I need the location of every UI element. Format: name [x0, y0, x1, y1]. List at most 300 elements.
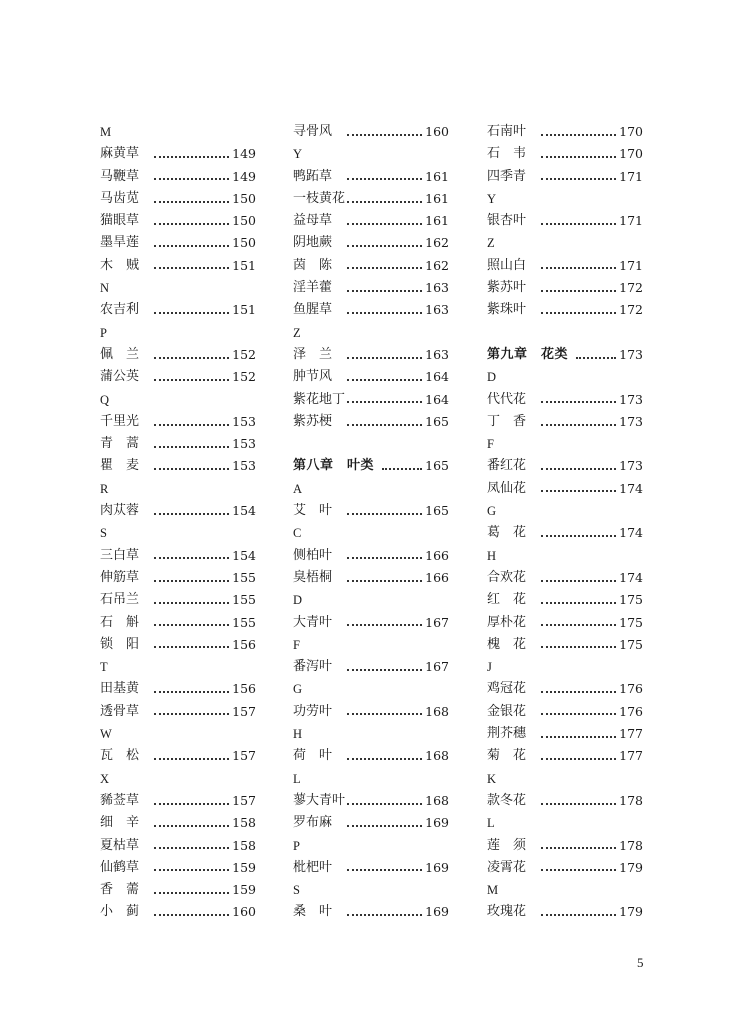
index-letter-text: D: [293, 593, 303, 608]
dot-leader: [541, 311, 616, 314]
entry-name: 肿节风: [293, 369, 333, 385]
toc-entry: [100, 812, 256, 834]
index-letter-text: R: [100, 481, 109, 496]
entry-page-number: 166: [425, 569, 449, 585]
dot-leader: [347, 913, 422, 916]
entry-page-number: 152: [232, 369, 256, 385]
toc-entry: [293, 255, 449, 277]
entry-name: 凤仙花: [487, 480, 527, 496]
dot-leader: [154, 712, 229, 715]
index-letter: [487, 433, 643, 455]
section-gap: [293, 433, 449, 455]
entry-page-number: 176: [619, 703, 643, 719]
index-letter-text: L: [293, 771, 301, 786]
entry-page-number: 154: [232, 503, 256, 519]
dot-leader: [347, 400, 422, 403]
toc-entry: [487, 210, 643, 232]
toc-entry: [487, 589, 643, 611]
entry-page-number: 152: [232, 346, 256, 362]
index-letter-text: A: [293, 481, 303, 496]
toc-entry: [100, 879, 256, 901]
index-letter: [487, 500, 643, 522]
entry-page-number: 151: [232, 257, 256, 273]
dot-leader: [541, 868, 616, 871]
entry-name: 农吉利: [100, 302, 140, 318]
toc-entry: [100, 835, 256, 857]
index-letter-text: M: [487, 883, 499, 898]
index-letter-text: F: [293, 637, 300, 652]
index-letter: [487, 879, 643, 901]
entry-name: 紫苏叶: [487, 280, 527, 296]
entry-page-number: 178: [619, 837, 643, 853]
entry-page-number: 149: [232, 146, 256, 162]
entry-page-number: 160: [425, 124, 449, 139]
dot-leader: [154, 645, 229, 648]
entry-page-number: 157: [232, 748, 256, 764]
entry-page-number: 179: [619, 904, 643, 920]
dot-leader: [541, 623, 616, 626]
toc-entry: [487, 166, 643, 188]
dot-leader: [154, 356, 229, 359]
entry-page-number: 156: [232, 636, 256, 652]
index-letter-text: F: [487, 437, 494, 452]
dot-leader: [154, 846, 229, 849]
dot-leader: [541, 400, 616, 403]
dot-leader: [541, 757, 616, 760]
entry-page-number: 173: [619, 391, 643, 407]
entry-page-number: 171: [619, 257, 643, 273]
toc-entry: [293, 901, 449, 923]
toc-column-2: [293, 121, 449, 924]
index-letter-text: T: [100, 660, 108, 675]
entry-page-number: 175: [619, 592, 643, 608]
entry-name: 丁 香: [487, 413, 527, 429]
toc-entry: [487, 678, 643, 700]
entry-page-number: 172: [619, 302, 643, 318]
entry-name: 紫珠叶: [487, 302, 527, 318]
toc-entry: [293, 857, 449, 879]
index-letter-text: Y: [293, 147, 303, 162]
toc-entry: [100, 166, 256, 188]
entry-name: 寻骨风: [293, 124, 333, 139]
chapter-heading: [487, 344, 643, 366]
index-letter: [487, 232, 643, 254]
entry-page-number: 162: [425, 257, 449, 273]
entry-page-number: 172: [619, 280, 643, 296]
index-letter-text: Z: [293, 325, 301, 340]
dot-leader: [347, 311, 422, 314]
index-letter-text: N: [100, 281, 110, 296]
entry-page-number: 150: [232, 213, 256, 229]
toc-entry: [293, 612, 449, 634]
toc-entry: [100, 857, 256, 879]
entry-name: 瓦 松: [100, 748, 140, 764]
toc-entry: [100, 255, 256, 277]
toc-entry: [100, 678, 256, 700]
entry-page-number: 154: [232, 547, 256, 563]
index-letter-text: D: [487, 370, 497, 385]
toc-entry: [293, 411, 449, 433]
entry-page-number: 160: [232, 904, 256, 920]
toc-entry: [487, 143, 643, 165]
entry-page-number: 173: [619, 413, 643, 429]
index-letter-text: M: [100, 125, 112, 139]
toc-entry: [100, 500, 256, 522]
toc-entry: [100, 745, 256, 767]
toc-entry: [293, 545, 449, 567]
entry-name: 玫瑰花: [487, 904, 527, 920]
entry-name: 蓼大青叶: [293, 792, 346, 808]
dot-leader: [154, 512, 229, 515]
entry-page-number: 161: [425, 190, 449, 206]
entry-name: 透骨草: [100, 703, 140, 719]
dot-leader: [347, 200, 422, 203]
entry-page-number: 175: [619, 614, 643, 630]
entry-name: 淫羊藿: [293, 280, 333, 296]
dot-leader: [154, 266, 229, 269]
index-letter-text: S: [100, 526, 107, 541]
dot-leader: [541, 289, 616, 292]
toc-entry: [100, 188, 256, 210]
entry-name: 番红花: [487, 458, 527, 474]
dot-leader: [382, 467, 422, 470]
toc-entry: [100, 567, 256, 589]
entry-name: 荆芥穗: [487, 726, 527, 742]
entry-page-number: 150: [232, 235, 256, 251]
index-letter: [293, 879, 449, 901]
entry-name: 伸筋草: [100, 569, 140, 585]
entry-name: 益母草: [293, 213, 333, 229]
toc-entry: [293, 366, 449, 388]
entry-page-number: 157: [232, 792, 256, 808]
entry-page-number: 165: [425, 458, 449, 474]
entry-page-number: 168: [425, 748, 449, 764]
dot-leader: [347, 512, 422, 515]
index-letter: [293, 143, 449, 165]
index-letter-text: W: [100, 727, 112, 742]
index-letter-text: K: [487, 771, 497, 786]
entry-page-number: 171: [619, 168, 643, 184]
toc-entry: [100, 344, 256, 366]
entry-name: 桑 叶: [293, 904, 333, 920]
entry-page-number: 170: [619, 146, 643, 162]
entry-name: 千里光: [100, 413, 140, 429]
toc-entry: [293, 389, 449, 411]
entry-page-number: 155: [232, 592, 256, 608]
toc-entry: [100, 210, 256, 232]
dot-leader: [347, 623, 422, 626]
index-letter-text: J: [487, 660, 492, 675]
index-letter: [293, 322, 449, 344]
entry-name: 阴地蕨: [293, 235, 333, 251]
toc-entry: [100, 612, 256, 634]
toc-entry: [100, 299, 256, 321]
dot-leader: [154, 579, 229, 582]
entry-page-number: 169: [425, 904, 449, 920]
entry-name: 石 韦: [487, 146, 527, 162]
toc-entry: [293, 812, 449, 834]
entry-page-number: 179: [619, 859, 643, 875]
entry-page-number: 169: [425, 815, 449, 831]
entry-name: 青 蒿: [100, 436, 140, 452]
toc-entry: [487, 835, 643, 857]
entry-name: 莲 须: [487, 837, 527, 853]
index-letter: [293, 589, 449, 611]
entry-page-number: 163: [425, 302, 449, 318]
index-letter: [487, 656, 643, 678]
entry-page-number: 166: [425, 547, 449, 563]
entry-name: 石吊兰: [100, 592, 140, 608]
dot-leader: [541, 846, 616, 849]
entry-name: 功劳叶: [293, 703, 333, 719]
toc-column-1: [100, 121, 256, 924]
index-letter: [100, 522, 256, 544]
entry-name: 槐 花: [487, 636, 527, 652]
toc-entry: [100, 366, 256, 388]
entry-name: 侧柏叶: [293, 547, 333, 563]
dot-leader: [347, 222, 422, 225]
dot-leader: [541, 735, 616, 738]
dot-leader: [576, 356, 616, 359]
entry-page-number: 174: [619, 525, 643, 541]
dot-leader: [154, 913, 229, 916]
chapter-title: 第九章 花类: [487, 346, 569, 362]
index-letter: [487, 188, 643, 210]
entry-name: 马齿苋: [100, 190, 140, 206]
toc-entry: [100, 455, 256, 477]
entry-name: 田基黄: [100, 681, 140, 697]
entry-page-number: 155: [232, 614, 256, 630]
dot-leader: [347, 712, 422, 715]
entry-name: 四季青: [487, 168, 527, 184]
dot-leader: [154, 757, 229, 760]
dot-leader: [541, 802, 616, 805]
index-letter: [100, 121, 256, 143]
toc-entry: [100, 545, 256, 567]
toc-entry: [487, 121, 643, 143]
dot-leader: [541, 155, 616, 158]
entry-name: 臭梧桐: [293, 569, 333, 585]
entry-page-number: 165: [425, 503, 449, 519]
entry-page-number: 158: [232, 837, 256, 853]
dot-leader: [541, 712, 616, 715]
entry-page-number: 155: [232, 569, 256, 585]
entry-page-number: 164: [425, 369, 449, 385]
dot-leader: [154, 177, 229, 180]
toc-entry: [100, 589, 256, 611]
toc-entry: [487, 255, 643, 277]
dot-leader: [541, 266, 616, 269]
index-letter-text: G: [293, 682, 303, 697]
dot-leader: [541, 423, 616, 426]
toc-entry: [487, 634, 643, 656]
entry-name: 艾 叶: [293, 503, 333, 519]
dot-leader: [541, 579, 616, 582]
entry-page-number: 159: [232, 859, 256, 875]
toc-entry: [487, 389, 643, 411]
toc-entry: [293, 567, 449, 589]
chapter-title: 第八章 叶类: [293, 458, 375, 474]
entry-name: 香 薷: [100, 882, 140, 898]
toc-entry: [487, 411, 643, 433]
entry-name: 猫眼草: [100, 213, 140, 229]
dot-leader: [347, 668, 422, 671]
toc-entry: [293, 232, 449, 254]
dot-leader: [541, 177, 616, 180]
toc-entry: [100, 433, 256, 455]
toc-column-3: [487, 121, 643, 924]
dot-leader: [154, 824, 229, 827]
dot-leader: [541, 690, 616, 693]
index-letter-text: H: [293, 727, 303, 742]
entry-name: 银杏叶: [487, 213, 527, 229]
entry-name: 蒲公英: [100, 369, 140, 385]
entry-page-number: 162: [425, 235, 449, 251]
dot-leader: [154, 891, 229, 894]
dot-leader: [541, 601, 616, 604]
entry-name: 佩 兰: [100, 346, 140, 362]
toc-entry: [293, 299, 449, 321]
entry-page-number: 170: [619, 124, 643, 139]
index-letter-text: G: [487, 504, 497, 519]
entry-name: 细 辛: [100, 815, 140, 831]
entry-page-number: 167: [425, 659, 449, 675]
entry-page-number: 150: [232, 190, 256, 206]
toc-entry: [293, 745, 449, 767]
index-letter: [100, 478, 256, 500]
index-letter-text: X: [100, 771, 110, 786]
toc-entry: [487, 455, 643, 477]
entry-page-number: 159: [232, 882, 256, 898]
entry-page-number: 168: [425, 703, 449, 719]
index-letter: [487, 768, 643, 790]
entry-page-number: 174: [619, 569, 643, 585]
entry-page-number: 151: [232, 302, 256, 318]
entry-name: 石南叶: [487, 124, 527, 139]
entry-page-number: 153: [232, 458, 256, 474]
dot-leader: [347, 423, 422, 426]
entry-name: 紫花地丁: [293, 391, 346, 407]
dot-leader: [154, 467, 229, 470]
dot-leader: [541, 133, 616, 136]
entry-page-number: 164: [425, 391, 449, 407]
entry-name: 木 贼: [100, 257, 140, 273]
entry-name: 肉苁蓉: [100, 503, 140, 519]
entry-page-number: 177: [619, 726, 643, 742]
dot-leader: [541, 645, 616, 648]
dot-leader: [347, 266, 422, 269]
entry-name: 金银花: [487, 703, 527, 719]
entry-page-number: 176: [619, 681, 643, 697]
dot-leader: [154, 311, 229, 314]
entry-page-number: 157: [232, 703, 256, 719]
toc-entry: [487, 857, 643, 879]
entry-page-number: 156: [232, 681, 256, 697]
entry-page-number: 173: [619, 346, 643, 362]
index-letter-text: P: [293, 838, 300, 853]
entry-name: 锁 阳: [100, 636, 140, 652]
toc-entry: [293, 344, 449, 366]
index-letter: [100, 656, 256, 678]
toc-entry: [487, 901, 643, 923]
dot-leader: [347, 556, 422, 559]
index-letter: [293, 835, 449, 857]
entry-name: 鸭跖草: [293, 168, 333, 184]
index-letter-text: Q: [100, 392, 110, 407]
index-letter-text: H: [487, 548, 497, 563]
dot-leader: [154, 200, 229, 203]
entry-name: 番泻叶: [293, 659, 333, 675]
dot-leader: [154, 623, 229, 626]
dot-leader: [347, 802, 422, 805]
entry-name: 石 斛: [100, 614, 140, 630]
entry-name: 泽 兰: [293, 346, 333, 362]
toc-entry: [100, 634, 256, 656]
index-letter: [487, 366, 643, 388]
entry-name: 合欢花: [487, 569, 527, 585]
dot-leader: [154, 601, 229, 604]
toc-entry: [100, 232, 256, 254]
entry-name: 罗布麻: [293, 815, 333, 831]
toc-entry: [293, 790, 449, 812]
dot-leader: [541, 489, 616, 492]
entry-name: 菊 花: [487, 748, 527, 764]
dot-leader: [347, 356, 422, 359]
entry-page-number: 161: [425, 213, 449, 229]
index-letter-text: Z: [487, 236, 495, 251]
entry-page-number: 153: [232, 413, 256, 429]
entry-name: 麻黄草: [100, 146, 140, 162]
toc-entry: [293, 188, 449, 210]
dot-leader: [154, 802, 229, 805]
toc-entry: [487, 701, 643, 723]
page-number: 5: [637, 955, 644, 970]
entry-name: 款冬花: [487, 792, 527, 808]
dot-leader: [154, 423, 229, 426]
toc-entry: [487, 478, 643, 500]
entry-name: 夏枯草: [100, 837, 140, 853]
index-letter: [293, 678, 449, 700]
index-letter: [487, 812, 643, 834]
entry-page-number: 161: [425, 168, 449, 184]
dot-leader: [347, 757, 422, 760]
index-letter: [100, 389, 256, 411]
dot-leader: [347, 133, 422, 136]
section-gap: [487, 322, 643, 344]
index-letter: [100, 277, 256, 299]
entry-page-number: 178: [619, 792, 643, 808]
entry-name: 瞿 麦: [100, 458, 140, 474]
toc-entry: [100, 790, 256, 812]
toc-entry: [487, 522, 643, 544]
entry-name: 紫苏梗: [293, 413, 333, 429]
entry-page-number: 158: [232, 815, 256, 831]
index-letter-text: Y: [487, 191, 497, 206]
dot-leader: [541, 222, 616, 225]
dot-leader: [347, 289, 422, 292]
toc-entry: [293, 121, 449, 143]
entry-page-number: 169: [425, 859, 449, 875]
toc-entry: [293, 166, 449, 188]
entry-name: 仙鹤草: [100, 859, 140, 875]
entry-page-number: 163: [425, 346, 449, 362]
entry-name: 代代花: [487, 391, 527, 407]
entry-name: 茵 陈: [293, 257, 333, 273]
toc-entry: [100, 143, 256, 165]
entry-name: 三白草: [100, 547, 140, 563]
toc-entry: [487, 277, 643, 299]
entry-name: 照山白: [487, 257, 527, 273]
